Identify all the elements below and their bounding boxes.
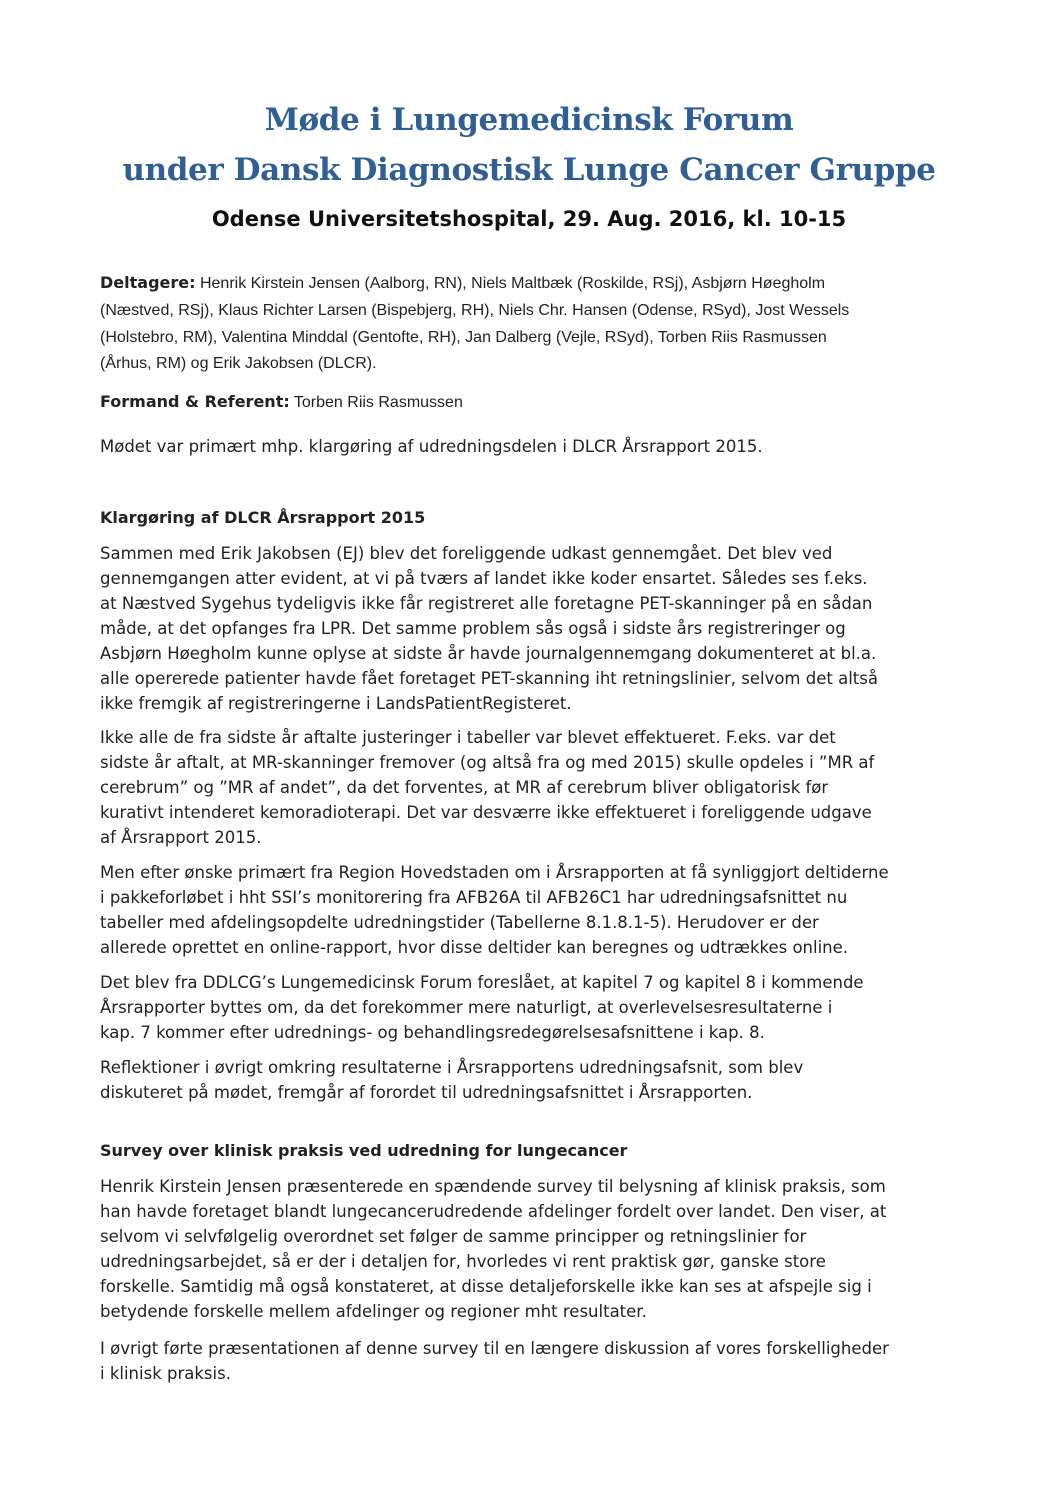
text-line: udredningsarbejdet, så er der i detaljen for, hvorledes vi rent praktisk gør, ganske store xyxy=(100,1252,826,1271)
text-line: Det blev fra DDLCG’s Lungemedicinsk Forum foreslået, at kapitel 7 og kapitel 8 i kommende xyxy=(100,973,864,992)
section-heading-survey: Survey over klinisk praksis ved udredning for lungecancer xyxy=(100,1141,628,1160)
section-body-annual-report xyxy=(100,541,970,1105)
paragraph xyxy=(100,970,970,1045)
chair-line xyxy=(100,389,970,417)
participants-line: (Århus, RM) og Erik Jakobsen (DLCR). xyxy=(100,355,377,373)
text-line: kap. 7 kommer efter udrednings- og behandlingsredegørelsesafsnittene i kap. 8. xyxy=(100,1023,765,1042)
chair-block xyxy=(100,389,970,417)
text-line: alle opererede patienter havde fået foretaget PET-skanning iht retningslinier, selvom det altså xyxy=(100,669,878,688)
meeting-location-date: Odense Universitetshospital, 29. Aug. 2016, kl. 10-15 xyxy=(211,207,847,231)
text-line: han havde foretaget blandt lungecancerudredende afdelinger fordelt over landet. Den viser, at xyxy=(100,1202,887,1221)
text-line: sidste år aftalt, at MR-skanninger fremover (og altså fra og med 2015) skulle opdeles i ”MR af xyxy=(100,753,875,772)
text-line: I øvrigt førte præsentationen af denne survey til en længere diskussion af vores forskelligheder xyxy=(100,1339,889,1358)
participants-line xyxy=(100,270,970,298)
paragraph xyxy=(100,860,970,960)
text-line: Sammen med Erik Jakobsen (EJ) blev det foreliggende udkast gennemgået. Det blev ved xyxy=(100,544,833,563)
text-line: af Årsrapport 2015. xyxy=(100,828,262,847)
text-line: at Næstved Sygehus tydeligvis ikke får registreret alle foretagne PET-skanninger på en sådan xyxy=(100,594,873,613)
text-line: i pakkeforløbet i hht SSI’s monitorering fra AFB26A til AFB26C1 har udredningsafsnittet nu xyxy=(100,888,848,907)
document-title-line-2: under Dansk Diagnostisk Lunge Cancer Gruppe xyxy=(122,152,936,188)
participants-label: Deltagere: xyxy=(100,273,196,292)
intro-text: Mødet var primært mhp. klargøring af udredningsdelen i DLCR Årsrapport 2015. xyxy=(100,437,763,456)
document-title-line-1: Møde i Lungemedicinsk Forum xyxy=(264,102,794,138)
text-line: Reflektioner i øvrigt omkring resultaterne i Årsrapportens udredningsafsnit, som blev xyxy=(100,1058,804,1077)
text-line: cerebrum” og ”MR af andet”, da det forventes, at MR af cerebrum bliver obligatorisk før xyxy=(100,778,829,797)
text-line: i klinisk praksis. xyxy=(100,1364,231,1383)
participants-block xyxy=(100,270,970,378)
chair-label: Formand & Referent: xyxy=(100,392,290,411)
text-line: diskuteret på mødet, fremgår af forordet til udredningsafsnittet i Årsrapporten. xyxy=(100,1083,753,1102)
section-body-survey xyxy=(100,1174,970,1386)
text-line: Men efter ønske primært fra Region Hovedstaden om i Årsrapporten at få synliggjort deltiderne xyxy=(100,863,889,882)
text-line: Årsrapporter byttes om, da det forekommer mere naturligt, at overlevelsesresultaterne i xyxy=(100,998,833,1017)
text-line: betydende forskelle mellem afdelinger og regioner mht resultater. xyxy=(100,1302,647,1321)
participants-text: Henrik Kirstein Jensen (Aalborg, RN), Niels Maltbæk (Roskilde, RSj), Asbjørn Høegholm xyxy=(195,275,826,292)
paragraph xyxy=(100,725,970,850)
text-line: gennemgangen atter evident, at vi på tværs af landet ikke koder ensartet. Således ses f.eks. xyxy=(100,569,868,588)
paragraph xyxy=(100,1174,970,1324)
text-line: kurativt intenderet kemoradioterapi. Det var desværre ikke effektueret i foreliggende udgave xyxy=(100,803,872,822)
participants-line: (Holstebro, RM), Valentina Minddal (Gentofte, RH), Jan Dalberg (Vejle, RSyd), Torben Riis Rasmussen xyxy=(100,328,827,346)
paragraph xyxy=(100,1336,970,1386)
text-line: Ikke alle de fra sidste år aftalte justeringer i tabeller var blevet effektueret. F.eks. var det xyxy=(100,728,836,747)
intro-paragraph xyxy=(100,434,970,459)
chair-value: Torben Riis Rasmussen xyxy=(289,394,463,411)
paragraph xyxy=(100,1055,970,1105)
paragraph xyxy=(100,541,970,716)
text-line: tabeller med afdelingsopdelte udredningstider (Tabellerne 8.1.8.1-5). Herudover er der xyxy=(100,913,819,932)
text-line: forskelle. Samtidig må også konstateret, at disse detaljeforskelle ikke kan ses at afspejle sig i xyxy=(100,1277,872,1296)
text-line: måde, at det opfanges fra LPR. Det samme problem sås også i sidste års registreringer og xyxy=(100,619,846,638)
text-line: Henrik Kirstein Jensen præsenterede en spændende survey til belysning af klinisk praksis, som xyxy=(100,1177,886,1196)
text-line: selvom vi selvfølgelig overordnet set følger de samme principper og retningslinier for xyxy=(100,1227,807,1246)
text-line: ikke fremgik af registreringerne i LandsPatientRegisteret. xyxy=(100,694,572,713)
text-line: allerede oprettet en online-rapport, hvor disse deltider kan beregnes og udtrækkes online. xyxy=(100,938,849,957)
section-heading-annual-report: Klargøring af DLCR Årsrapport 2015 xyxy=(100,508,426,527)
participants-line: (Næstved, RSj), Klaus Richter Larsen (Bispebjerg, RH), Niels Chr. Hansen (Odense, RSyd), Jost Wessels xyxy=(100,301,850,319)
text-line: Asbjørn Høegholm kunne oplyse at sidste år havde journalgennemgang dokumenteret at bl.a. xyxy=(100,644,877,663)
